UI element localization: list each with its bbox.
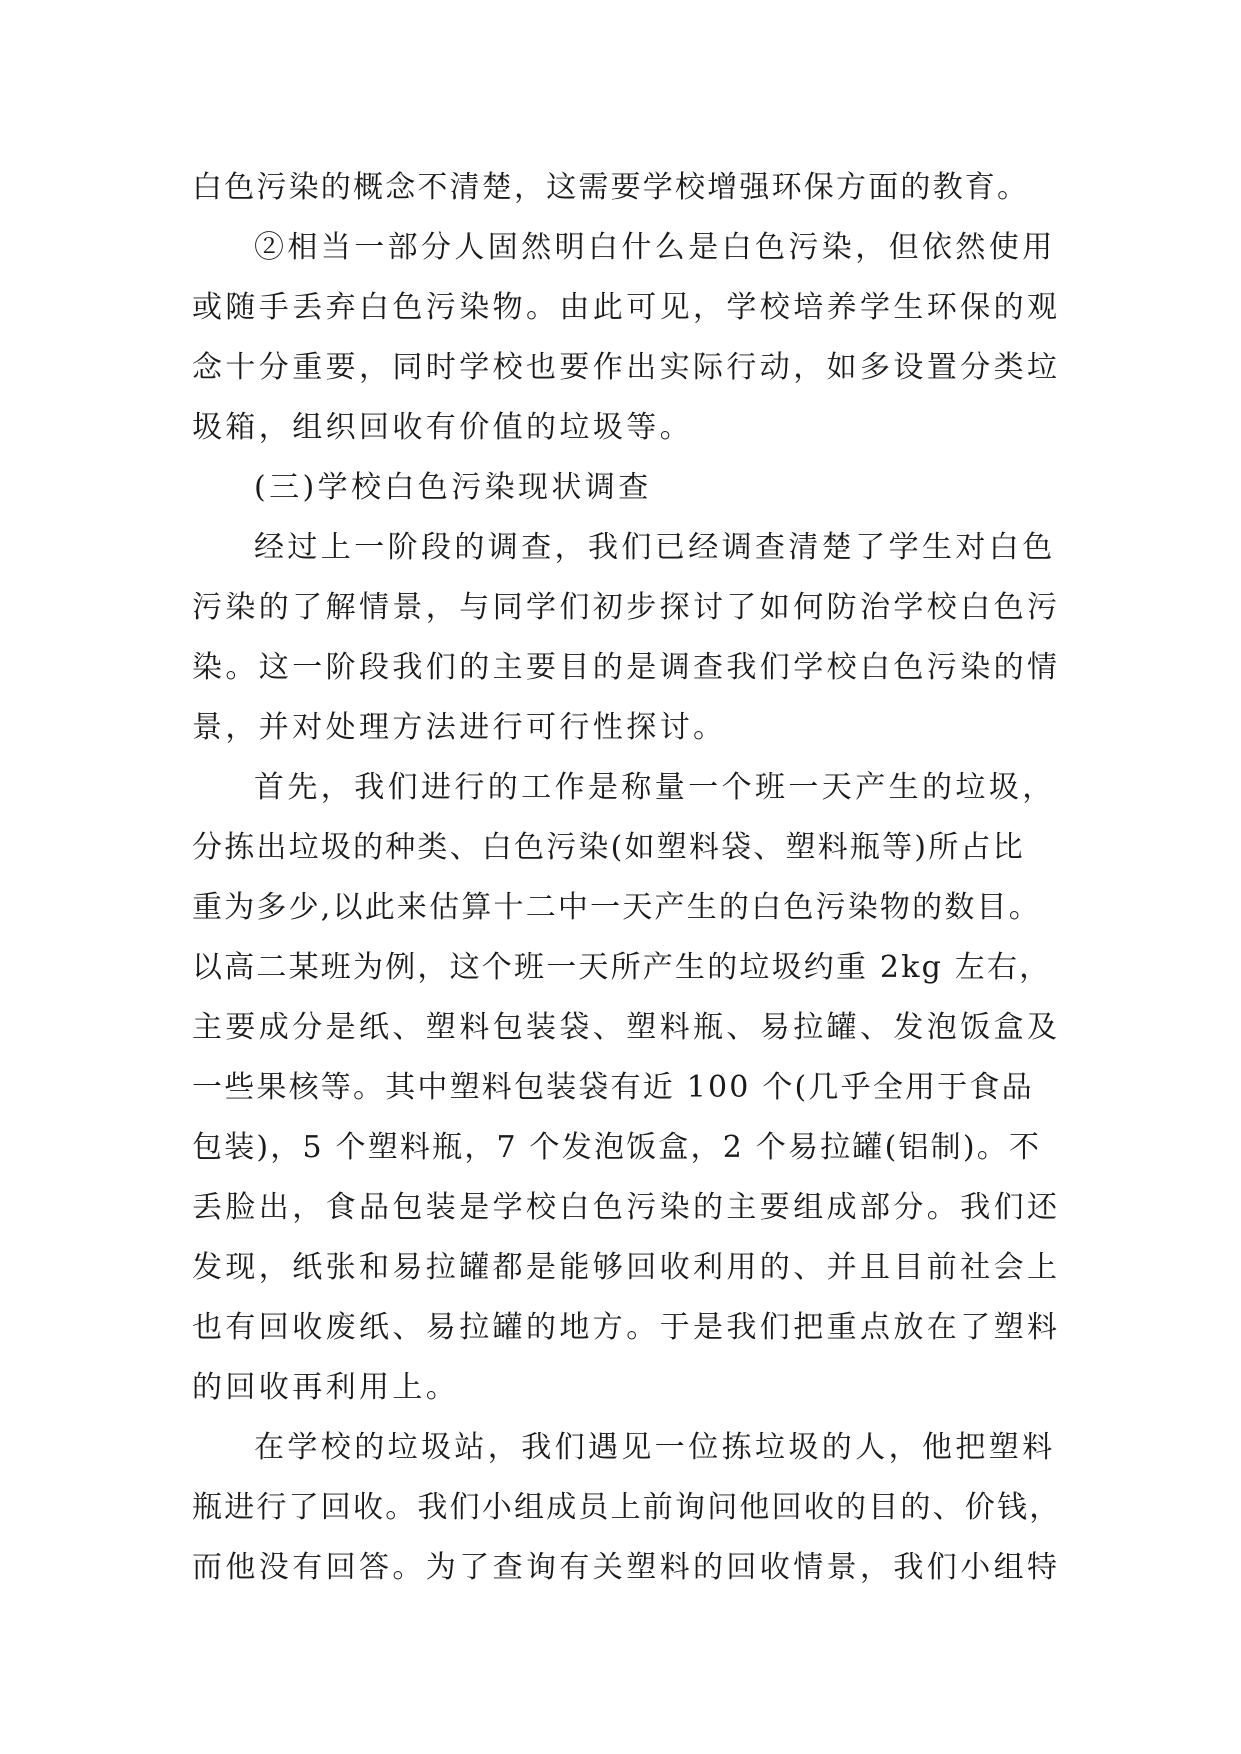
text-line: 丢脸出，食品包装是学校白色污染的主要组成部分。我们还 bbox=[192, 1190, 1061, 1225]
text-line: 一些果核等。其中塑料包装袋有近 100 个(几乎全用于食品 bbox=[192, 1070, 1034, 1105]
text-line: 主要成分是纸、塑料包装袋、塑料瓶、易拉罐、发泡饭盒及 bbox=[192, 1010, 1061, 1045]
text-line: 重为多少,以此来估算十二中一天产生的白色污染物的数目。 bbox=[192, 890, 1041, 925]
text-line: 包装)，5 个塑料瓶，7 个发泡饭盒，2 个易拉罐(铝制)。不 bbox=[192, 1130, 1042, 1165]
text-line: 的回收再利用上。 bbox=[192, 1370, 460, 1405]
text-line: 或随手丢弃白色污染物。由此可见，学校培养学生环保的观 bbox=[192, 290, 1061, 325]
text-line: 白色污染的概念不清楚，这需要学校增强环保方面的教育。 bbox=[192, 170, 1030, 205]
text-line: 染。这一阶段我们的主要目的是调查我们学校白色污染的情 bbox=[192, 650, 1061, 685]
text-line: 瓶进行了回收。我们小组成员上前询问他回收的目的、价钱， bbox=[192, 1490, 1062, 1525]
text-line: 发现，纸张和易拉罐都是能够回收利用的、并且目前社会上 bbox=[192, 1250, 1061, 1285]
section-heading: (三)学校白色污染现状调查 bbox=[254, 470, 652, 505]
body-text bbox=[192, 158, 1062, 1598]
text-line: 以高二某班为例，这个班一天所产生的垃圾约重 2kg 左右， bbox=[192, 950, 1052, 985]
text-line: 污染的了解情景，与同学们初步探讨了如何防治学校白色污 bbox=[192, 590, 1061, 625]
text-line: 而他没有回答。为了查询有关塑料的回收情景，我们小组特 bbox=[192, 1550, 1061, 1585]
text-line: 首先，我们进行的工作是称量一个班一天产生的垃圾， bbox=[254, 770, 1056, 805]
text-line: 念十分重要，同时学校也要作出实际行动，如多设置分类垃 bbox=[192, 350, 1061, 385]
text-line: 景，并对处理方法进行可行性探讨。 bbox=[192, 710, 727, 745]
text-line: ②相当一部分人固然明白什么是白色污染，但依然使用 bbox=[254, 230, 1056, 265]
text-line: 在学校的垃圾站，我们遇见一位拣垃圾的人，他把塑料 bbox=[254, 1430, 1056, 1465]
text-line: 经过上一阶段的调查，我们已经调查清楚了学生对白色 bbox=[254, 530, 1056, 565]
text-line: 分拣出垃圾的种类、白色污染(如塑料袋、塑料瓶等)所占比 bbox=[192, 830, 1025, 865]
text-line: 也有回收废纸、易拉罐的地方。于是我们把重点放在了塑料 bbox=[192, 1310, 1061, 1345]
text-line: 圾箱，组织回收有价值的垃圾等。 bbox=[192, 410, 693, 445]
